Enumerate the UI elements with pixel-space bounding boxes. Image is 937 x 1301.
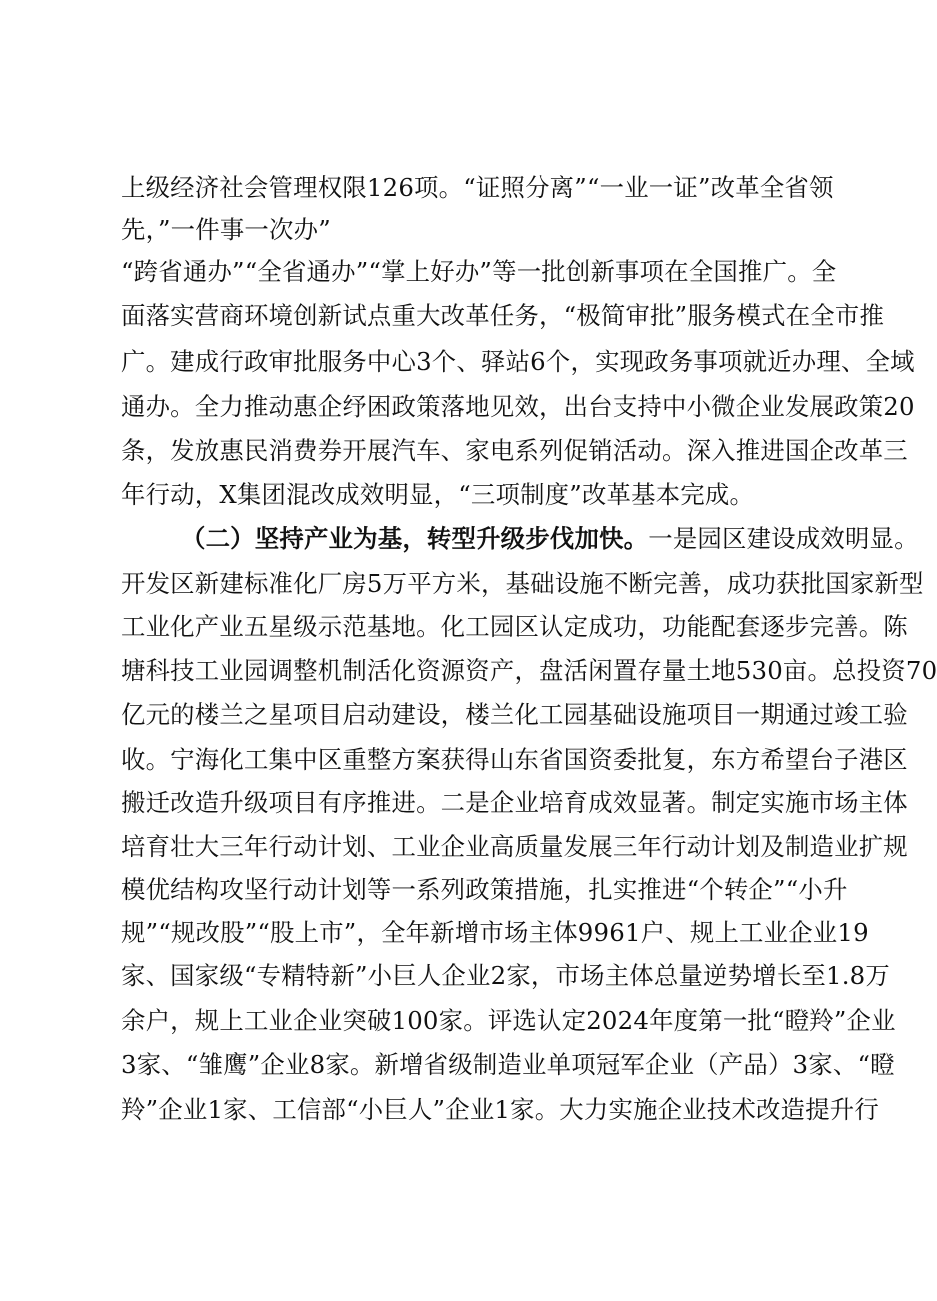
body-line: 模优结构攻坚行动计划等一系列政策措施，扎实推进“个转企”“小升 bbox=[121, 875, 848, 904]
body-line: “跨省通办”“全省通办”“掌上好办”等一批创新事项在全国推广。全 bbox=[121, 257, 837, 286]
body-line: 面落实营商环境创新试点重大改革任务，“极简审批”服务模式在全市推 bbox=[121, 301, 885, 330]
body-line: 工业化产业五星级示范基地。化工园区认定成功，功能配套逐步完善。陈 bbox=[121, 612, 908, 641]
body-line: 亿元的楼兰之星项目启动建设，楼兰化工园基础设施项目一期通过竣工验 bbox=[121, 700, 908, 729]
body-line: 年行动，X集团混改成效明显，“三项制度”改革基本完成。 bbox=[121, 480, 755, 509]
body-line: 羚”企业1家、工信部“小巨人”企业1家。大力实施企业技术改造提升行 bbox=[121, 1095, 879, 1124]
body-line: 3家、“雏鹰”企业8家。新增省级制造业单项冠军企业（产品）3家、“瞪 bbox=[121, 1050, 895, 1079]
body-line: 培育壮大三年行动计划、工业企业高质量发展三年行动计划及制造业扩规 bbox=[121, 832, 908, 861]
body-line: 家、国家级“专精特新”小巨人企业2家，市场主体总量逆势增长至1.8万 bbox=[121, 961, 890, 990]
body-line: 搬迁改造升级项目有序推进。二是企业培育成效显著。制定实施市场主体 bbox=[121, 788, 908, 817]
body-line: 规”“规改股”“股上市”，全年新增市场主体9961户、规上工业企业19 bbox=[121, 918, 869, 947]
section-heading: （二）坚持产业为基，转型升级步伐加快。 bbox=[181, 524, 649, 553]
body-line: 塘科技工业园调整机制活化资源资产，盘活闲置存量土地530亩。总投资70 bbox=[121, 656, 937, 685]
heading-continuation: 一是园区建设成效明显。 bbox=[648, 524, 919, 553]
body-line: 余户，规上工业企业突破100家。评选认定2024年度第一批“瞪羚”企业 bbox=[121, 1006, 896, 1035]
section-heading-line bbox=[121, 524, 919, 554]
body-line: 广。建成行政审批服务中心3个、驿站6个，实现政务事项就近办理、全域 bbox=[121, 347, 915, 376]
body-line: 先，”一件事一次办” bbox=[121, 215, 331, 244]
body-line: 通办。全力推动惠企纾困政策落地见效，出台支持中小微企业发展政策20 bbox=[121, 392, 915, 421]
body-line: 条，发放惠民消费券开展汽车、家电系列促销活动。深入推进国企改革三 bbox=[121, 436, 908, 465]
body-line: 开发区新建标准化厂房5万平方米，基础设施不断完善，成功获批国家新型 bbox=[121, 569, 924, 598]
body-line: 收。宁海化工集中区重整方案获得山东省国资委批复，东方希望台子港区 bbox=[121, 745, 908, 774]
body-line: 上级经济社会管理权限126项。“证照分离”“一业一证”改革全省领 bbox=[121, 173, 834, 202]
